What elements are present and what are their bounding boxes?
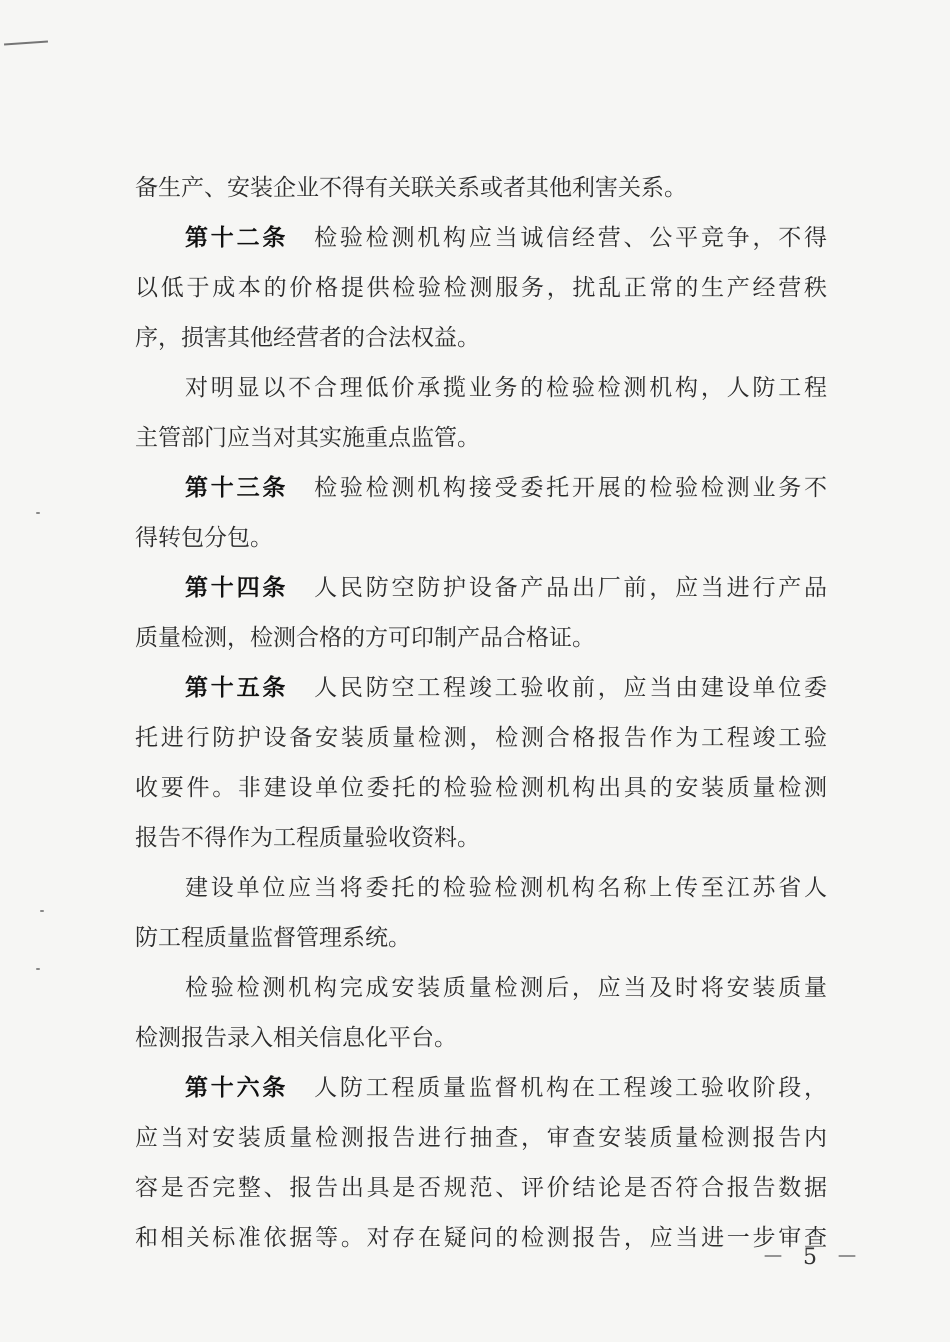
text-line: 以低于成本的价格提供检验检测服务，扰乱正常的生产经营秩 <box>135 275 827 301</box>
text-line: 收要件。非建设单位委托的检验检测机构出具的安装质量检测 <box>135 775 827 801</box>
scan-speck <box>36 968 40 970</box>
text-line: 防工程质量监督管理系统。 <box>135 925 411 951</box>
article-12-heading-line: 第十二条 检验检测机构应当诚信经营、公平竞争，不得 <box>185 225 828 251</box>
article-number: 第十四条 <box>185 575 289 601</box>
text-line: 对明显以不合理低价承揽业务的检验检测机构，人防工程 <box>185 375 827 401</box>
scan-speck <box>36 512 40 514</box>
article-number: 第十三条 <box>185 475 289 501</box>
scan-speck <box>40 910 44 912</box>
text-line: 报告不得作为工程质量验收资料。 <box>135 825 480 851</box>
text-line: 检测报告录入相关信息化平台。 <box>135 1025 457 1051</box>
text-line: 备生产、安装企业不得有关联关系或者其他利害关系。 <box>135 175 687 201</box>
page-number: － 5 － <box>762 1245 864 1270</box>
article-16-heading-line: 第十六条 人防工程质量监督机构在工程竣工验收阶段， <box>185 1075 828 1101</box>
text-line: 和相关标准依据等。对存在疑问的检测报告，应当进一步审查 <box>135 1225 827 1251</box>
article-14-heading-line: 第十四条 人民防空防护设备产品出厂前，应当进行产品 <box>185 575 828 601</box>
article-number: 第十六条 <box>185 1075 289 1101</box>
text-line: 托进行防护设备安装质量检测，检测合格报告作为工程竣工验 <box>135 725 827 751</box>
text-line: 得转包分包。 <box>135 525 273 551</box>
article-number: 第十二条 <box>185 225 289 251</box>
text-line: 应当对安装质量检测报告进行抽查，审查安装质量检测报告内 <box>135 1125 827 1151</box>
text-line: 容是否完整、报告出具是否规范、评价结论是否符合报告数据 <box>135 1175 827 1201</box>
text-line: 质量检测，检测合格的方可印制产品合格证。 <box>135 625 595 651</box>
text-line: 序，损害其他经营者的合法权益。 <box>135 325 480 351</box>
text-line: 建设单位应当将委托的检验检测机构名称上传至江苏省人 <box>185 875 827 901</box>
text-line: 主管部门应当对其实施重点监管。 <box>135 425 480 451</box>
text-line: 检验检测机构完成安装质量检测后，应当及时将安装质量 <box>185 975 827 1001</box>
scan-artifact-mark <box>4 40 48 45</box>
article-13-heading-line: 第十三条 检验检测机构接受委托开展的检验检测业务不 <box>185 475 828 501</box>
article-number: 第十五条 <box>185 675 289 701</box>
article-15-heading-line: 第十五条 人民防空工程竣工验收前，应当由建设单位委 <box>185 675 828 701</box>
